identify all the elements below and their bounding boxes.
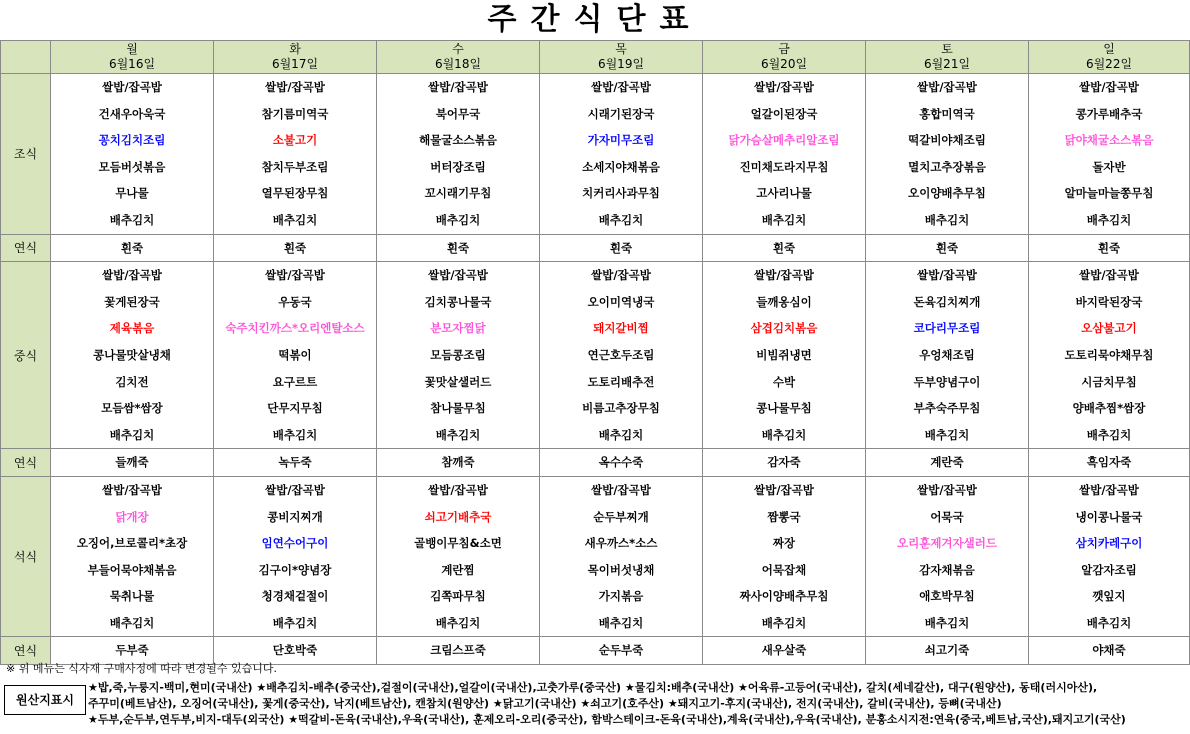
menu-item: 크림스프죽 [430, 643, 486, 658]
menu-item: 치커리사과무침 [582, 186, 660, 201]
menu-cell [703, 476, 866, 637]
day-name: 토 [941, 42, 953, 56]
menu-item: 오삼불고기 [1081, 321, 1137, 336]
menu-cell [51, 449, 214, 477]
menu-item: 콩나물맛살냉채 [93, 347, 171, 362]
menu-item: 오이미역냉국 [587, 294, 655, 309]
menu-item: 우동국 [278, 294, 312, 309]
origin-line: 주꾸미(베트남산), 오징어(국내산), 꽃게(중국산), 낙지(베트남산), 캔참치(원양산) ★닭고기(국내산) ★쇠고기(호주산) ★돼지고기-후지(국내산), 전지(국내산), 갈비(국내산), 등뼈(국내산) [88, 697, 1002, 710]
menu-cell [1029, 262, 1190, 449]
menu-item: 바지락된장국 [1075, 294, 1143, 309]
menu-item: 김쪽파무침 [430, 589, 486, 604]
menu-item: 우엉채조림 [919, 347, 975, 362]
menu-item: 비빔쥐냉면 [756, 347, 812, 362]
page-title: 주간식단표 [487, 2, 703, 37]
menu-cell [540, 262, 703, 449]
menu-item: 흰죽 [446, 240, 470, 255]
menu-item: 알마늘마늘쫑무침 [1064, 186, 1154, 201]
menu-item: 배추김치 [1086, 615, 1132, 630]
menu-item: 쌀밥/잡곡밥 [754, 80, 814, 94]
day-header [540, 41, 703, 74]
menu-cell [1029, 74, 1190, 235]
menu-item: 참기름미역국 [261, 106, 329, 121]
menu-item: 임연수어구이 [261, 536, 329, 551]
day-name: 금 [778, 42, 790, 56]
menu-item: 참나물무침 [430, 401, 486, 416]
menu-item: 계란죽 [930, 455, 964, 470]
origin-line: ★밥,죽,누룽지-백미,현미(국내산) ★배추김치-배추(중국산),겉절이(국내산),얼갈이(국내산),고춧가루(중국산) ★물김치:배추(국내산) ★어육류-고등어(국내산), 갈치(세네갈산), 대구(원양산), 동태(러시아산), [88, 681, 1098, 694]
menu-item: 쌀밥/잡곡밥 [917, 80, 977, 94]
menu-item: 배추김치 [924, 212, 970, 227]
menu-item: 도토리배추전 [587, 374, 655, 389]
menu-cell [540, 637, 703, 665]
menu-item: 옥수수죽 [598, 455, 644, 470]
menu-cell [1029, 476, 1190, 637]
menu-item: 흑임자죽 [1086, 455, 1132, 470]
menu-item: 단무지무침 [267, 401, 323, 416]
menu-item: 쌀밥/잡곡밥 [265, 268, 325, 283]
meal-row-dinner [1, 476, 1190, 637]
menu-item: 쌀밥/잡곡밥 [428, 80, 488, 94]
menu-item: 멸치고추장볶음 [908, 159, 986, 174]
menu-item: 두부양념구이 [913, 374, 981, 389]
menu-item: 오리훈제겨자샐러드 [897, 536, 997, 551]
menu-cell [377, 449, 540, 477]
menu-item: 배추김치 [761, 212, 807, 227]
menu-cell [51, 262, 214, 449]
menu-item: 쌀밥/잡곡밥 [591, 268, 651, 283]
menu-item: 삼치카레구이 [1075, 536, 1143, 551]
day-header [51, 41, 214, 74]
menu-item: 양배추찜*쌈장 [1072, 401, 1146, 416]
menu-item: 콩비지찌개 [267, 509, 323, 524]
menu-cell [703, 74, 866, 235]
day-name: 목 [615, 42, 627, 56]
meal-label: 조식 [1, 74, 51, 235]
menu-cell [703, 262, 866, 449]
menu-cell [866, 637, 1029, 665]
menu-item: 닭야채굴소스볶음 [1064, 133, 1154, 148]
menu-item: 배추김치 [109, 212, 155, 227]
menu-item: 건새우아욱국 [98, 106, 166, 121]
menu-item: 어묵잡채 [761, 562, 807, 577]
menu-cell [51, 234, 214, 262]
menu-item: 쌀밥/잡곡밥 [1079, 268, 1139, 283]
origin-label: 원산지표시 [4, 685, 86, 715]
day-date: 6월18일 [434, 57, 482, 71]
day-name: 일 [1103, 42, 1115, 56]
menu-item: 감자죽 [767, 455, 801, 470]
menu-item: 삼겹김치볶음 [750, 321, 818, 336]
menu-item: 쇠고기죽 [924, 643, 970, 658]
menu-item: 들깨옹심이 [756, 294, 812, 309]
menu-item: 쌀밥/잡곡밥 [591, 482, 651, 497]
menu-item: 배추김치 [109, 427, 155, 442]
menu-item: 참깨죽 [441, 455, 475, 470]
menu-item: 해물굴소스볶음 [419, 133, 497, 148]
menu-cell [214, 74, 377, 235]
menu-item: 순두부찌개 [593, 509, 649, 524]
menu-item: 흰죽 [283, 240, 307, 255]
day-header-row [1, 41, 1190, 74]
corner-cell [1, 41, 51, 74]
menu-item: 순두부죽 [598, 643, 644, 658]
menu-cell [377, 234, 540, 262]
menu-item: 흰죽 [609, 240, 633, 255]
menu-item: 김치전 [115, 374, 149, 389]
menu-cell [703, 234, 866, 262]
day-name: 화 [289, 42, 301, 56]
menu-item: 알감자조림 [1081, 562, 1137, 577]
menu-item: 닭개장 [115, 509, 149, 524]
menu-item: 소불고기 [272, 133, 318, 148]
menu-item: 무나물 [115, 186, 149, 201]
menu-item: 시금치무침 [1081, 374, 1137, 389]
menu-cell [214, 476, 377, 637]
menu-item: 숙주치킨까스*오리엔탈소스 [225, 321, 365, 336]
menu-item: 진미채도라지무침 [739, 159, 829, 174]
menu-cell [1029, 449, 1190, 477]
day-date: 6월21일 [923, 57, 971, 71]
meal-row-breakfast [1, 74, 1190, 235]
meal-label: 연식 [1, 637, 51, 665]
menu-item: 떡갈비야채조림 [908, 133, 986, 148]
menu-item: 배추김치 [272, 427, 318, 442]
menu-item: 배추김치 [1086, 212, 1132, 227]
menu-item: 쌀밥/잡곡밥 [1079, 482, 1139, 497]
menu-item: 쌀밥/잡곡밥 [428, 268, 488, 283]
menu-item: 쌀밥/잡곡밥 [265, 80, 325, 94]
menu-cell [703, 637, 866, 665]
day-header [866, 41, 1029, 74]
menu-cell [1029, 637, 1190, 665]
menu-item: 쌀밥/잡곡밥 [265, 482, 325, 497]
menu-item: 가지볶음 [598, 589, 644, 604]
menu-item: 깻잎지 [1092, 589, 1126, 604]
menu-item: 돈육김치찌개 [913, 294, 981, 309]
menu-cell [51, 74, 214, 235]
menu-cell [540, 476, 703, 637]
menu-item: 쌀밥/잡곡밥 [754, 268, 814, 283]
menu-item: 쌀밥/잡곡밥 [102, 482, 162, 497]
menu-item: 목이버섯냉채 [587, 562, 655, 577]
day-header [214, 41, 377, 74]
menu-item: 쌀밥/잡곡밥 [102, 268, 162, 283]
menu-item: 배추김치 [598, 427, 644, 442]
day-date: 6월22일 [1085, 57, 1133, 71]
menu-cell [377, 74, 540, 235]
menu-item: 계란찜 [441, 562, 475, 577]
menu-item: 배추김치 [598, 615, 644, 630]
menu-item: 새우살죽 [761, 643, 807, 658]
day-date: 6월20일 [760, 57, 808, 71]
menu-item: 제육볶음 [109, 321, 155, 336]
menu-item: 쌀밥/잡곡밥 [102, 80, 162, 94]
menu-cell [377, 262, 540, 449]
origin-line: ★두부,순두부,연두부,비지-대두(외국산) ★떡갈비-돈육(국내산),우육(국내산), 훈제오리-오리(중국산), 함박스테이크-돈육(국내산),계육(국내산),우육(국내산), 분홍소시지전:연육(중국,베트남,국산),돼지고기(국산) [88, 713, 1126, 726]
menu-item: 배추김치 [924, 615, 970, 630]
menu-item: 쌀밥/잡곡밥 [428, 482, 488, 497]
menu-item: 모듬버섯볶음 [98, 159, 166, 174]
menu-cell [866, 449, 1029, 477]
menu-item: 콩나물무침 [756, 401, 812, 416]
day-name: 수 [452, 42, 464, 56]
menu-cell [214, 234, 377, 262]
menu-item: 열무된장무침 [261, 186, 329, 201]
menu-item: 배추김치 [1086, 427, 1132, 442]
menu-cell [1029, 234, 1190, 262]
menu-item: 쌀밥/잡곡밥 [917, 482, 977, 497]
menu-item: 버터장조림 [430, 159, 486, 174]
menu-item: 소세지야채볶음 [582, 159, 660, 174]
meal-label: 석식 [1, 476, 51, 637]
menu-item: 어묵국 [930, 509, 964, 524]
day-header [703, 41, 866, 74]
meal-row-lunch [1, 262, 1190, 449]
menu-item: 쇠고기배추국 [424, 509, 492, 524]
menu-item: 코다리무조림 [913, 321, 981, 336]
meal-row-snack1 [1, 234, 1190, 262]
menu-item: 두부죽 [115, 643, 149, 658]
menu-cell [540, 449, 703, 477]
menu-cell [51, 476, 214, 637]
menu-cell [866, 234, 1029, 262]
menu-cell [866, 476, 1029, 637]
menu-item: 참치두부조림 [261, 159, 329, 174]
menu-item: 오징어,브로콜리*초장 [76, 536, 188, 551]
menu-item: 가자미무조림 [587, 133, 655, 148]
menu-item: 얼갈이된장국 [750, 106, 818, 121]
menu-item: 김구이*양념장 [258, 562, 332, 577]
menu-item: 부추숙주무침 [913, 401, 981, 416]
menu-item: 쌀밥/잡곡밥 [754, 482, 814, 497]
day-date: 6월16일 [108, 57, 156, 71]
menu-item: 쌀밥/잡곡밥 [591, 80, 651, 94]
day-date: 6월19일 [597, 57, 645, 71]
menu-item: 애호박무침 [919, 589, 975, 604]
menu-cell [540, 74, 703, 235]
menu-item: 쌀밥/잡곡밥 [1079, 80, 1139, 94]
menu-item: 돼지갈비찜 [593, 321, 649, 336]
menu-item: 들깨죽 [115, 455, 149, 470]
menu-cell [214, 449, 377, 477]
day-name: 월 [126, 42, 138, 56]
menu-item: 모듬쌈*쌈장 [101, 401, 163, 416]
menu-item: 야채죽 [1092, 643, 1126, 658]
menu-cell [866, 262, 1029, 449]
menu-item: 배추김치 [109, 615, 155, 630]
menu-item: 배추김치 [598, 212, 644, 227]
menu-item: 흰죽 [120, 240, 144, 255]
menu-item: 흰죽 [1097, 240, 1121, 255]
menu-item: 김치콩나물국 [424, 294, 492, 309]
menu-item: 홍합미역국 [919, 106, 975, 121]
menu-item: 배추김치 [435, 427, 481, 442]
meal-row-snack2 [1, 449, 1190, 477]
menu-item: 꼬시래기무침 [424, 186, 492, 201]
menu-item: 닭가슴살메추리알조림 [728, 133, 840, 148]
meal-label: 중식 [1, 262, 51, 449]
menu-item: 배추김치 [924, 427, 970, 442]
menu-cell [377, 476, 540, 637]
menu-item: 분모자찜닭 [430, 321, 486, 336]
menu-item: 냉이콩나물국 [1075, 509, 1143, 524]
menu-cell [703, 449, 866, 477]
menu-cell [377, 637, 540, 665]
change-notice: ※ 위 메뉴는 식자재 구매사정에 따라 변경될수 있습니다. [6, 662, 277, 675]
menu-cell [214, 262, 377, 449]
menu-item: 배추김치 [435, 212, 481, 227]
day-date: 6월17일 [271, 57, 319, 71]
menu-cell [866, 74, 1029, 235]
menu-item: 북어무국 [435, 106, 481, 121]
menu-item: 부들어묵야채볶음 [87, 562, 177, 577]
menu-table [0, 40, 1190, 665]
menu-item: 연근호두조림 [587, 347, 655, 362]
menu-item: 골뱅이무침&소면 [414, 536, 502, 551]
menu-item: 흰죽 [772, 240, 796, 255]
menu-item: 새우까스*소스 [584, 536, 658, 551]
menu-item: 녹두죽 [278, 455, 312, 470]
menu-item: 수박 [772, 374, 796, 389]
menu-item: 짜장 [772, 536, 796, 551]
meal-label: 연식 [1, 234, 51, 262]
menu-item: 흰죽 [935, 240, 959, 255]
menu-item: 꽃맛살샐러드 [424, 374, 492, 389]
menu-item: 배추김치 [761, 427, 807, 442]
menu-item: 고사리나물 [756, 186, 812, 201]
menu-item: 비름고추장무침 [582, 401, 660, 416]
menu-item: 꽁치김치조림 [98, 133, 166, 148]
menu-item: 배추김치 [272, 615, 318, 630]
menu-item: 떡볶이 [278, 347, 312, 362]
menu-item: 배추김치 [435, 615, 481, 630]
menu-item: 돌자반 [1092, 159, 1126, 174]
menu-item: 도토리묵야채무침 [1064, 347, 1154, 362]
menu-item: 요구르트 [272, 374, 318, 389]
day-header [1029, 41, 1190, 74]
menu-item: 배추김치 [761, 615, 807, 630]
menu-cell [540, 234, 703, 262]
menu-item: 오이양배추무침 [908, 186, 986, 201]
menu-item: 감자채볶음 [919, 562, 975, 577]
menu-item: 시래기된장국 [587, 106, 655, 121]
menu-item: 쌀밥/잡곡밥 [917, 268, 977, 283]
menu-item: 짜사이양배추무침 [739, 589, 829, 604]
menu-item: 묵취나물 [109, 589, 155, 604]
menu-item: 콩가루배추국 [1075, 106, 1143, 121]
menu-item: 꽃게된장국 [104, 294, 160, 309]
menu-item: 모듬콩조림 [430, 347, 486, 362]
origin-info [88, 680, 1188, 728]
meal-label: 연식 [1, 449, 51, 477]
menu-item: 청경채겉절이 [261, 589, 329, 604]
menu-item: 단호박죽 [272, 643, 318, 658]
menu-item: 배추김치 [272, 212, 318, 227]
day-header [377, 41, 540, 74]
menu-item: 짬뽕국 [767, 509, 801, 524]
